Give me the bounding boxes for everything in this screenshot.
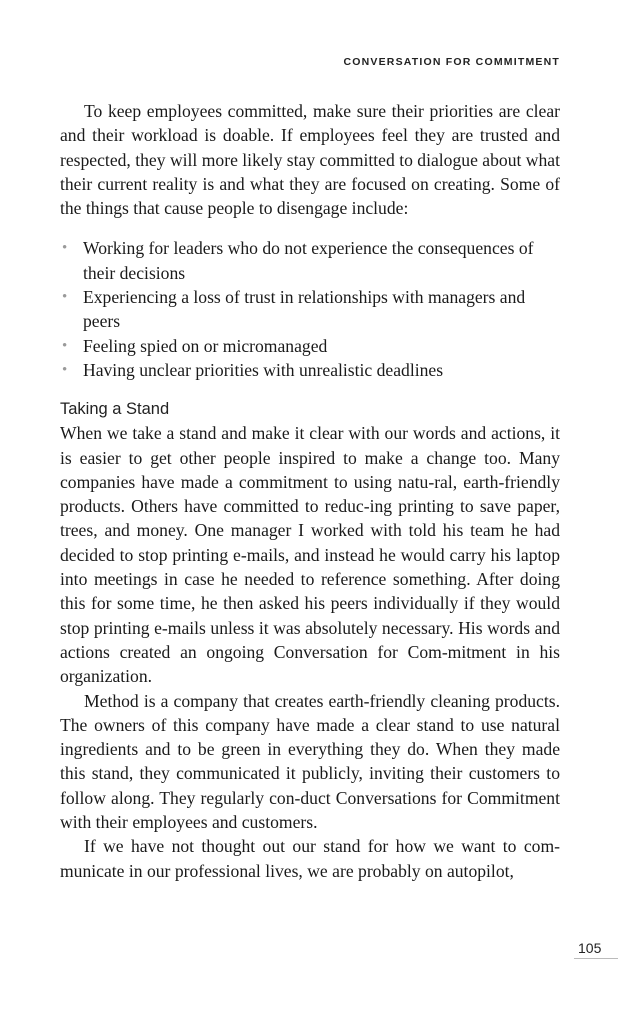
section-heading: Taking a Stand — [60, 400, 170, 419]
body-paragraph: If we have not thought out our stand for how we want to com-municate in our professional lives, we are probably on autopilot, — [60, 836, 560, 881]
list-item-text: Feeling spied on or micromanaged — [83, 335, 328, 356]
bullet-list — [60, 236, 560, 382]
list-item — [60, 236, 560, 285]
bullet-icon: • — [62, 337, 68, 354]
body-paragraph: Method is a company that creates earth-friendly cleaning products. The owners of this company have made a clear stand to use natural ingredients and to be green in everything they do. When they made this stand, they communicated it publicly, inviting their customers to follow along. They regularly con-duct Conversations for Commitment with their employees and customers. — [60, 690, 560, 833]
bullet-icon: • — [62, 240, 68, 257]
list-item — [60, 334, 560, 358]
list-item — [60, 358, 560, 382]
running-head: CONVERSATION FOR COMMITMENT — [343, 56, 560, 68]
body-paragraph: When we take a stand and make it clear with our words and actions, it is easier to get other people inspired to make a change too. Many companies have made a commitment to using natu-ral, earth-friendly products. Others have committed to reduc-ing printing to save paper, trees, and money. One manager I worked with told his team he had decided to stop printing e-mails, and instead he would carry his laptop into meetings in case he needed to reference something. After doing this for some time, he then asked his peers individually if they would stop printing e-mails unless it was absolutely necessary. His words and actions created an ongoing Conversation for Com-mitment in his organization. — [60, 423, 560, 687]
bullet-icon: • — [62, 361, 68, 378]
intro-paragraph: To keep employees committed, make sure their priorities are clear and their workload is doable. If employees feel they are trusted and respected, they will more likely stay committed to dialogue about what their current reality is and what they are focused on creating. Some of the things that cause people to disengage include: — [60, 101, 560, 219]
list-item-text: Experiencing a loss of trust in relationships with managers and peers — [83, 287, 526, 332]
page-number: 105 — [574, 940, 618, 959]
list-item-text: Working for leaders who do not experience the consequences of their decisions — [83, 238, 534, 283]
list-item — [60, 285, 560, 334]
bullet-icon: • — [62, 289, 68, 306]
page-body — [60, 99, 560, 883]
list-item-text: Having unclear priorities with unrealistic deadlines — [83, 359, 444, 380]
